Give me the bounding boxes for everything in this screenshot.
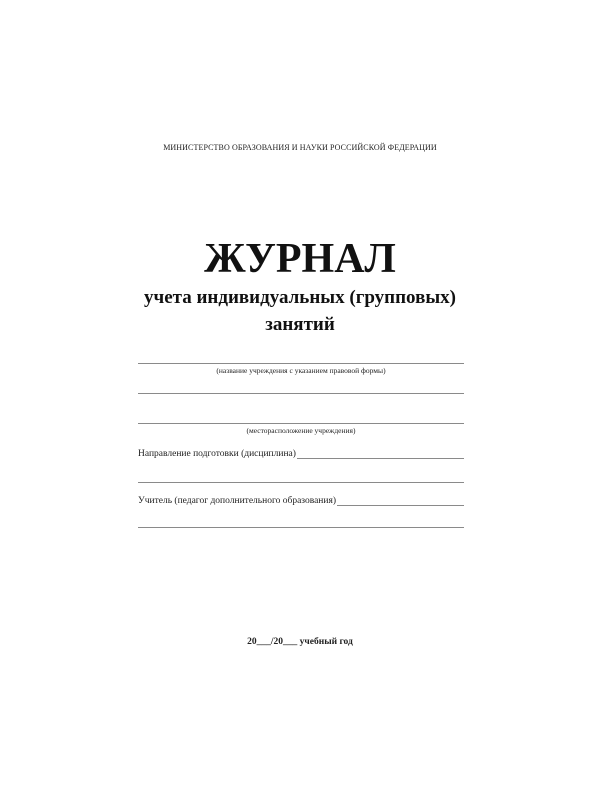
teacher-line-2: [138, 527, 464, 528]
institution-name-line: [138, 363, 464, 364]
teacher-field: [138, 496, 464, 506]
direction-line-2: [138, 482, 464, 483]
subtitle-line-1: учета индивидуальных (групповых): [143, 287, 456, 308]
teacher-label: Учитель (педагог дополнительного образования): [138, 496, 337, 506]
teacher-line: [337, 496, 464, 506]
direction-label: Направление подготовки (дисциплина): [138, 449, 296, 459]
academic-year: 20___/20___ учебный год: [247, 637, 353, 647]
journal-subtitle: [0, 284, 600, 338]
direction-field: [138, 449, 464, 459]
journal-title: ЖУРНАЛ: [204, 236, 396, 282]
institution-location-line: [138, 423, 464, 424]
institution-name-caption: (название учреждения с указанием правовой формы): [216, 366, 386, 375]
direction-line: [297, 449, 464, 459]
institution-name-line-2: [138, 393, 464, 394]
ministry-header: МИНИСТЕРСТВО ОБРАЗОВАНИЯ И НАУКИ РОССИЙСКОЙ ФЕДЕРАЦИИ: [163, 143, 437, 152]
subtitle-line-2: занятий: [265, 314, 335, 335]
institution-location-caption: (месторасположение учреждения): [246, 426, 356, 435]
